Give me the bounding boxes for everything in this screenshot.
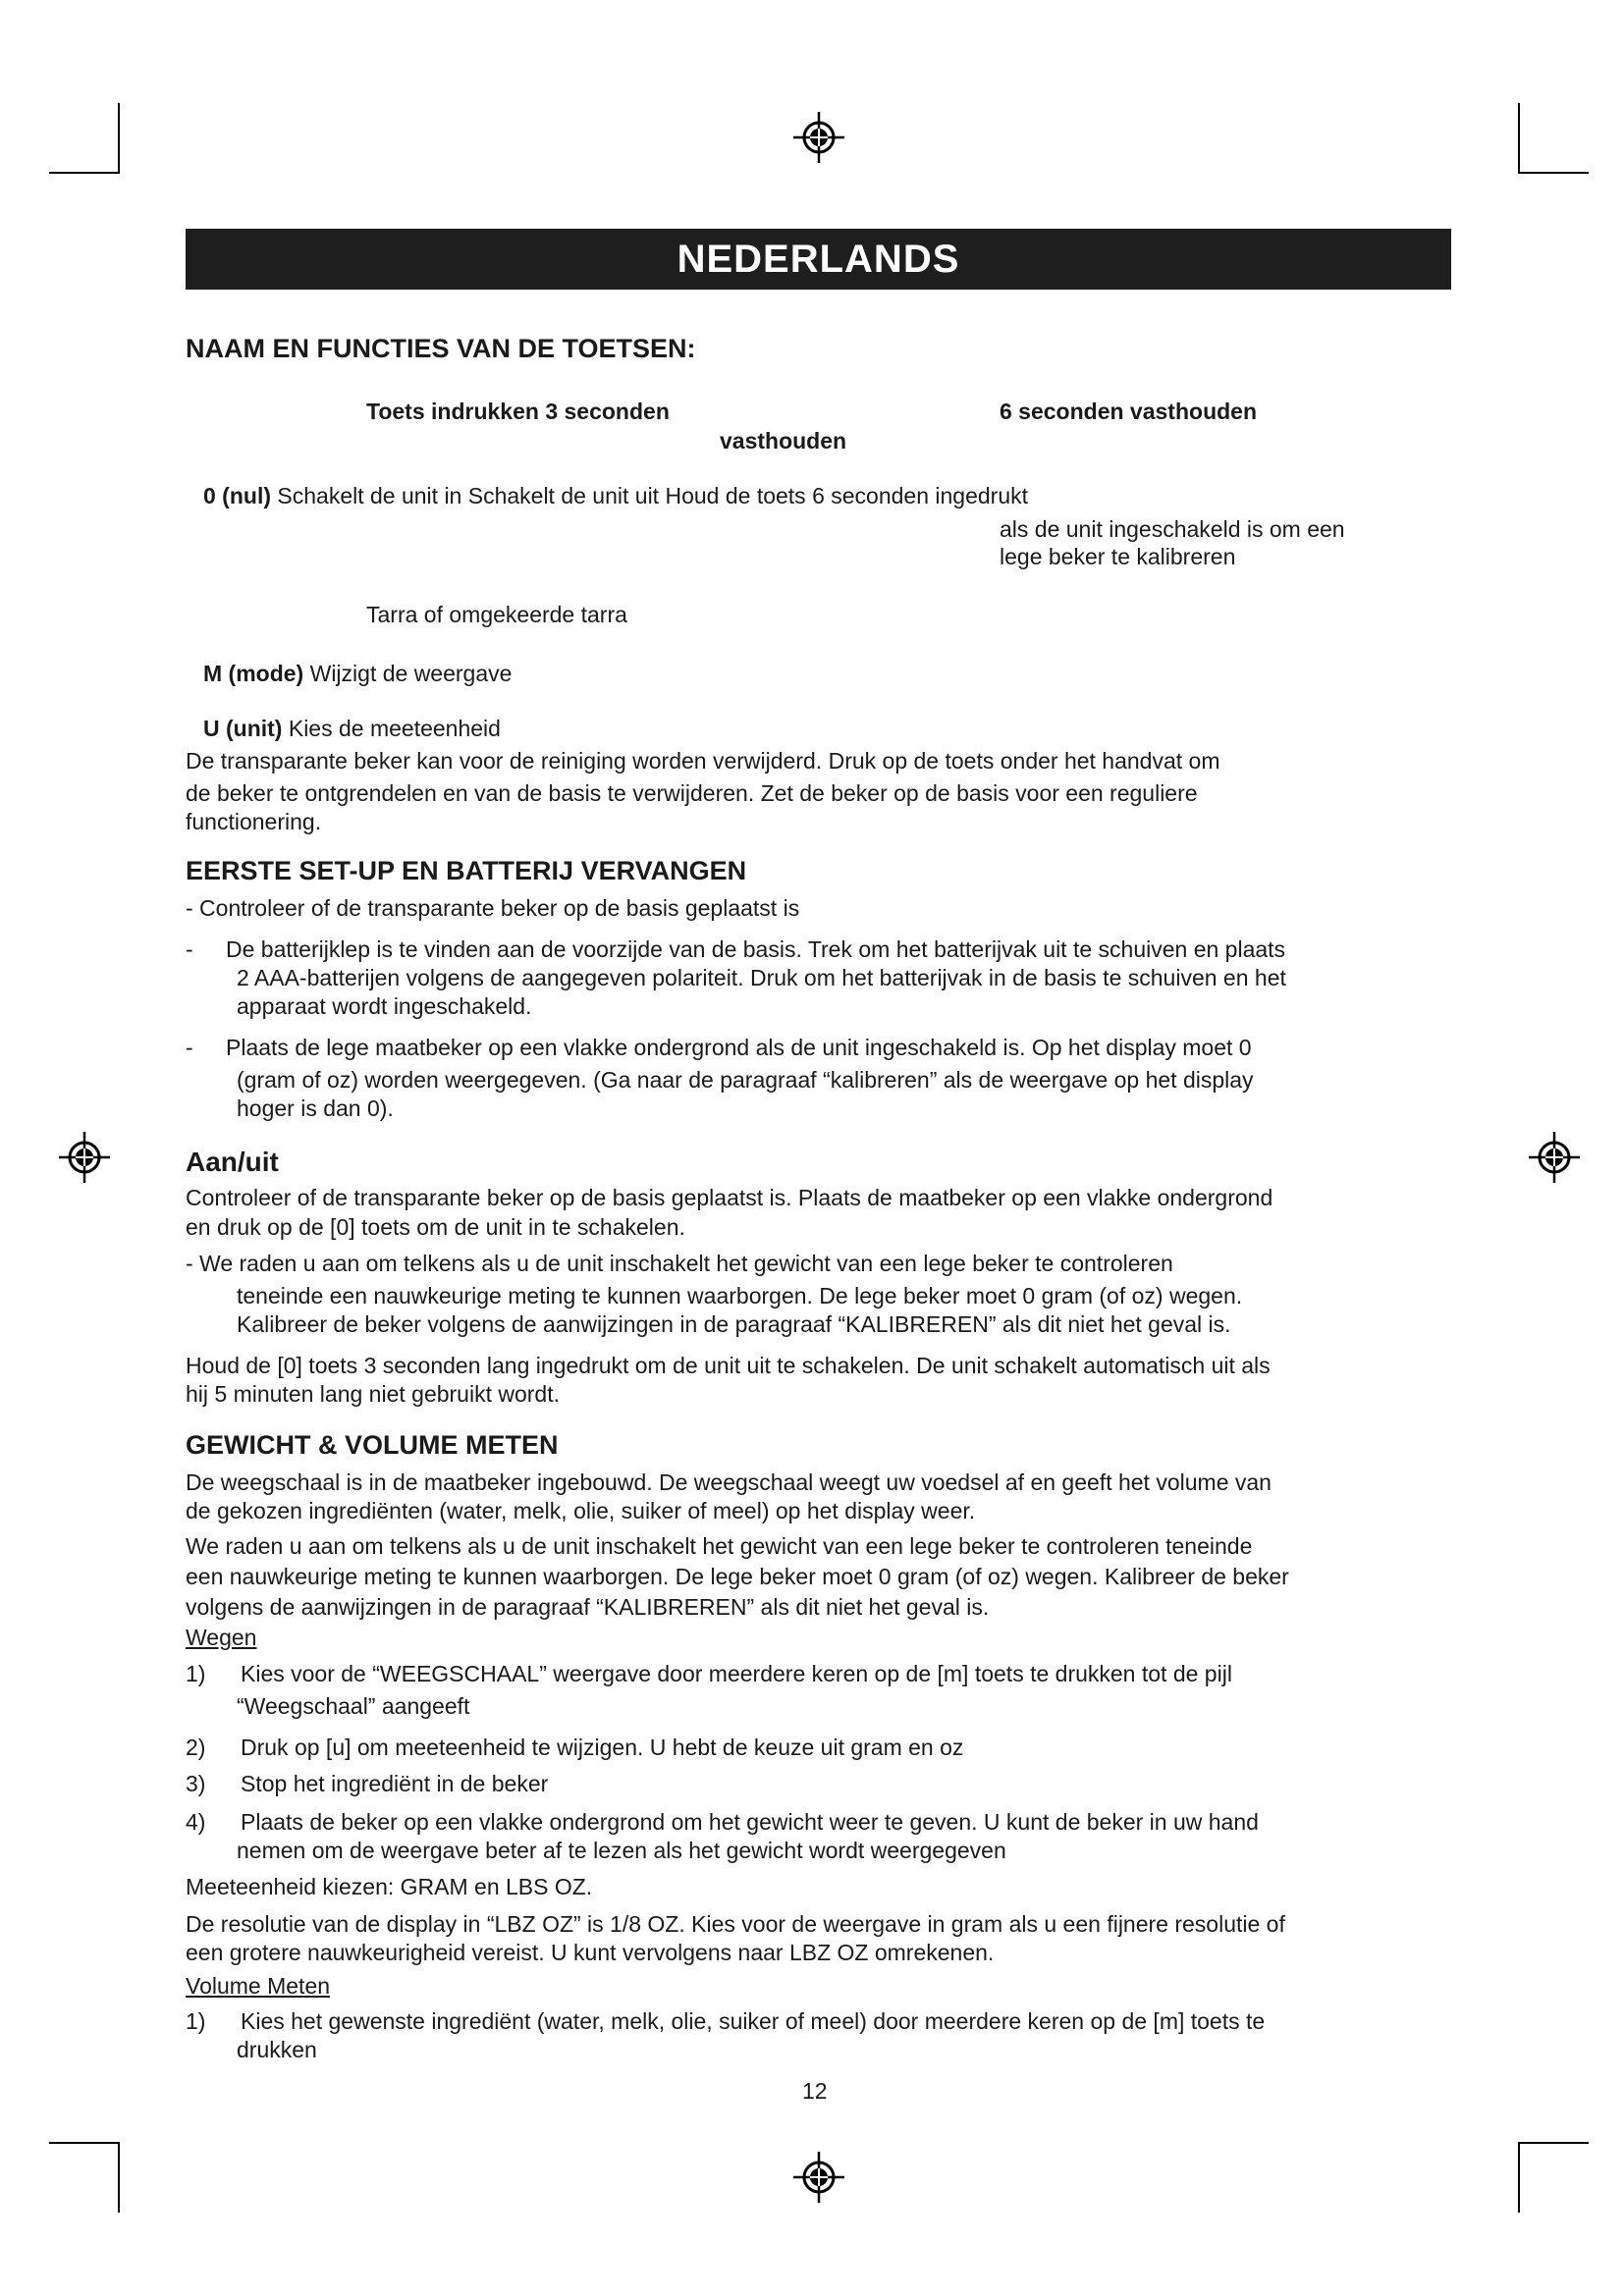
key-row-0-cont1: als de unit ingeschakeld is om een <box>1000 516 1345 542</box>
weigh-step-1-num: 1) <box>186 1661 206 1686</box>
unit-choice-text: Meeteenheid kiezen: GRAM en LBS OZ. <box>186 1874 593 1899</box>
weigh-step-4-line1: Plaats de beker op een vlakke ondergrond om het gewicht weer te geven. U kunt de beker in uw hand <box>241 1809 1259 1835</box>
key-row-0-cont2: lege beker te kalibreren <box>1000 544 1236 569</box>
crop-mark-tl-h <box>49 172 120 174</box>
key-label-u: U (unit) <box>203 716 283 741</box>
onoff-bullet-line1: - We raden u aan om telkens als u de unit inschakelt het gewicht van een lege beker te controleren <box>186 1251 1173 1276</box>
weigh-subtitle: Wegen <box>186 1625 257 1650</box>
registration-mark-right-icon <box>1527 1130 1582 1185</box>
resolution-line1: De resolutie van de display in “LBZ OZ” is 1/8 OZ. Kies voor de weergave in gram als u een fijnere resolutie of <box>186 1911 1285 1937</box>
page-number: 12 <box>802 2078 828 2104</box>
crop-mark-br-h <box>1518 2142 1589 2144</box>
col-header-3s: Toets indrukken 3 seconden <box>366 399 670 424</box>
volume-step-1-num: 1) <box>186 2008 206 2034</box>
key-label-m: M (mode) <box>203 661 304 686</box>
col-header-6s: 6 seconden vasthouden <box>1000 399 1258 424</box>
registration-mark-left-icon <box>57 1130 112 1185</box>
crop-mark-tr-h <box>1518 172 1589 174</box>
crop-mark-br-v <box>1518 2142 1520 2213</box>
weigh-step-3-line1: Stop het ingrediënt in de beker <box>241 1771 549 1796</box>
setup-bullet-2-line2: 2 AAA-batterijen volgens de aangegeven polariteit. Druk om het batterijvak in de basis te schuiven en het <box>237 965 1286 990</box>
weigh-step-3-num: 3) <box>186 1771 206 1796</box>
measure-p1-line1: De weegschaal is in de maatbeker ingebouwd. De weegschaal weegt uw voedsel af en geeft het volume van <box>186 1469 1272 1495</box>
setup-bullet-3-line2: (gram of oz) worden weergegeven. (Ga naar de paragraaf “kalibreren” als de weergave op het display <box>237 1067 1254 1093</box>
crop-mark-bl-v <box>118 2142 120 2213</box>
weigh-step-4-num: 4) <box>186 1809 206 1835</box>
resolution-line2: een grotere nauwkeurigheid vereist. U kunt vervolgens naar LBZ OZ omrekenen. <box>186 1940 995 1965</box>
onoff-p2-line1: Houd de [0] toets 3 seconden lang ingedrukt om de unit uit te schakelen. De unit schakelt automatisch uit als <box>186 1353 1271 1378</box>
key-label-0: 0 (nul) <box>203 483 271 508</box>
weigh-step-1-line2: “Weegschaal” aangeeft <box>237 1693 470 1719</box>
measure-p1-line2: de gekozen ingrediënten (water, melk, olie, suiker of meel) op het display weer. <box>186 1498 976 1523</box>
language-banner: NEDERLANDS <box>186 229 1451 290</box>
key-row-u <box>203 714 501 743</box>
onoff-bullet-line3: Kalibreer de beker volgens de aanwijzingen in de paragraaf “KALIBREREN” als dit niet het geval is. <box>237 1311 1231 1337</box>
weigh-step-2-num: 2) <box>186 1735 206 1760</box>
crop-mark-tl-v <box>118 103 120 174</box>
crop-mark-tr-v <box>1518 103 1520 174</box>
onoff-p2-line2: hij 5 minuten lang niet gebruikt wordt. <box>186 1381 560 1407</box>
onoff-bullet-line2: teneinde een nauwkeurige meting te kunnen waarborgen. De lege beker moet 0 gram (of oz) wegen. <box>237 1283 1243 1308</box>
setup-bullet-2-dash: - <box>186 936 193 962</box>
cup-text-1: De transparante beker kan voor de reiniging worden verwijderd. Druk op de toets onder het handvat om <box>186 748 1220 774</box>
volume-step-1-line1: Kies het gewenste ingrediënt (water, melk, olie, suiker of meel) door meerdere keren op de [m] toets te <box>241 2008 1266 2034</box>
setup-bullet-2-line1: De batterijklep is te vinden aan de voorzijde van de basis. Trek om het batterijvak uit te schuiven en plaats <box>226 936 1286 962</box>
registration-mark-bottom-icon <box>791 2150 846 2205</box>
key-desc-u: Kies de meeteenheid <box>282 716 501 741</box>
heading-onoff: Aan/uit <box>186 1147 279 1177</box>
volume-step-1-line2: drukken <box>237 2037 317 2062</box>
setup-bullet-3-line1: Plaats de lege maatbeker op een vlakke ondergrond als de unit ingeschakeld is. Op het display moet 0 <box>226 1035 1252 1060</box>
key-row-0 <box>203 481 1028 510</box>
key-desc-0: Schakelt de unit in Schakelt de unit uit Houd de toets 6 seconden ingedrukt <box>271 483 1029 508</box>
setup-bullet-1: - Controleer of de transparante beker op de basis geplaatst is <box>186 895 800 921</box>
cup-text-3: functionering. <box>186 809 322 834</box>
weigh-step-2-line1: Druk op [u] om meeteenheid te wijzigen. U hebt de keuze uit gram en oz <box>241 1735 964 1760</box>
weigh-step-4-line2: nemen om de weergave beter af te lezen als het gewicht wordt weergegeven <box>237 1838 1006 1863</box>
setup-bullet-3-dash: - <box>186 1035 193 1060</box>
col-header-3s-cont: vasthouden <box>720 428 847 454</box>
measure-p2-line3: volgens de aanwijzingen in de paragraaf “KALIBREREN” als dit niet het geval is. <box>186 1594 990 1620</box>
onoff-p1-line2: en druk op de [0] toets om de unit in te schakelen. <box>186 1214 685 1240</box>
measure-p2-line1: We raden u aan om telkens als u de unit inschakelt het gewicht van een lege beker te controleren teneinde <box>186 1533 1253 1559</box>
key-desc-m: Wijzigt de weergave <box>303 661 513 686</box>
heading-keys: NAAM EN FUNCTIES VAN DE TOETSEN: <box>186 334 696 363</box>
key-row-m <box>203 659 512 688</box>
volume-subtitle: Volume Meten <box>186 1973 331 1999</box>
setup-bullet-2-line3: apparaat wordt ingeschakeld. <box>237 993 532 1019</box>
cup-text-2: de beker te ontgrendelen en van de basis te verwijderen. Zet de beker op de basis voor een reguliere <box>186 780 1198 806</box>
setup-bullet-3-line3: hoger is dan 0). <box>237 1095 394 1121</box>
heading-setup: EERSTE SET-UP EN BATTERIJ VERVANGEN <box>186 856 747 885</box>
registration-mark-top-icon <box>791 110 846 165</box>
weigh-step-1-line1: Kies voor de “WEEGSCHAAL” weergave door meerdere keren op de [m] toets te drukken tot de pijl <box>241 1661 1232 1686</box>
onoff-p1-line1: Controleer of de transparante beker op de basis geplaatst is. Plaats de maatbeker op een vlakke ondergrond <box>186 1185 1273 1210</box>
heading-measure: GEWICHT & VOLUME METEN <box>186 1430 559 1460</box>
measure-p2-line2: een nauwkeurige meting te kunnen waarborgen. De lege beker moet 0 gram (of oz) wegen. Kalibreer de beker <box>186 1564 1289 1589</box>
tare-text: Tarra of omgekeerde tarra <box>366 602 627 627</box>
crop-mark-bl-h <box>49 2142 120 2144</box>
